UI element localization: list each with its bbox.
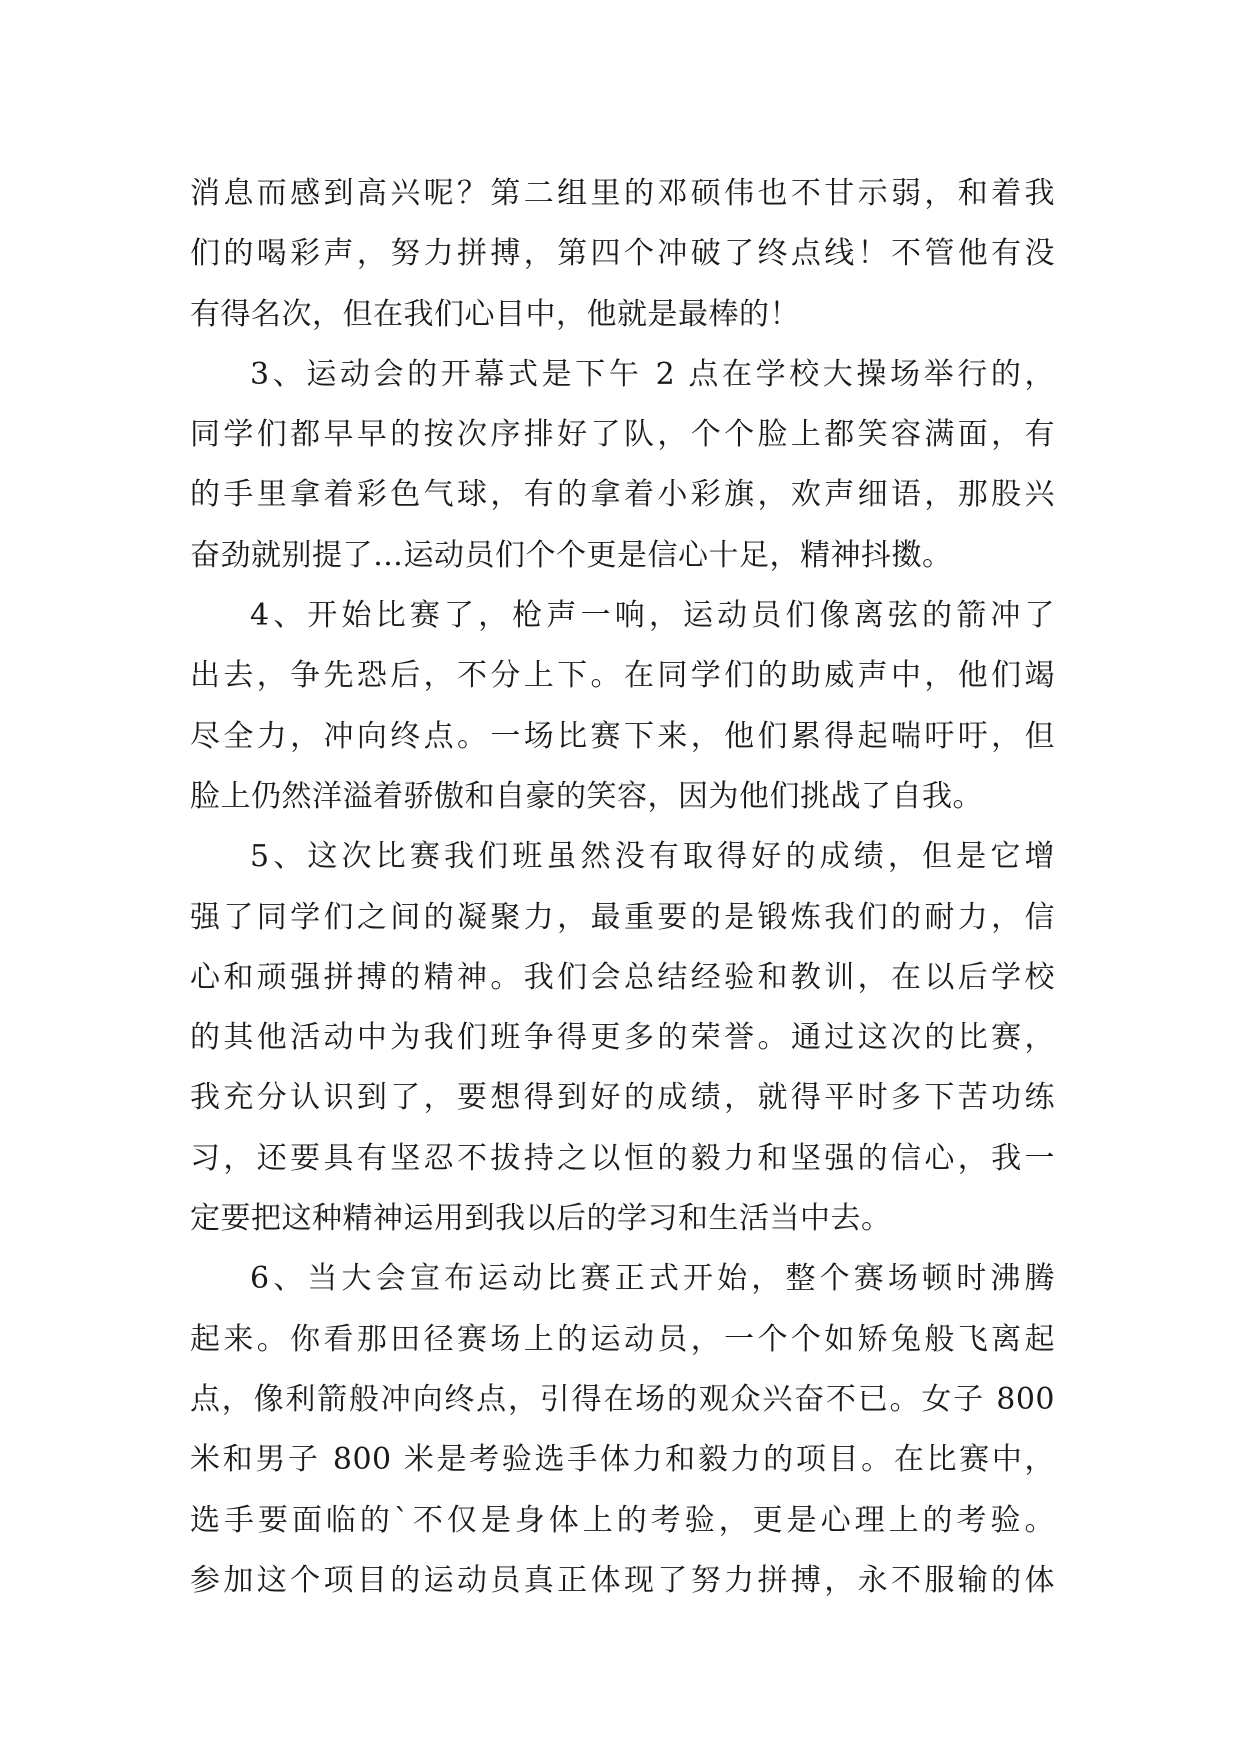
paragraph-start-line: 5、这次比赛我们班虽然没有取得好的成绩，但是它增 <box>250 839 1055 875</box>
text-line: 出去，争先恐后，不分上下。在同学们的助威声中，他们竭 <box>190 658 1055 694</box>
text-line: 同学们都早早的按次序排好了队，个个脸上都笑容满面，有 <box>190 417 1055 453</box>
document-body <box>190 164 1055 1611</box>
text-line: 起来。你看那田径赛场上的运动员，一个个如矫兔般飞离起 <box>190 1321 1055 1357</box>
text-line: 的手里拿着彩色气球，有的拿着小彩旗，欢声细语，那股兴 <box>190 477 1055 513</box>
text-line: 习，还要具有坚忍不拔持之以恒的毅力和坚强的信心，我一 <box>190 1140 1055 1176</box>
text-line: 参加这个项目的运动员真正体现了努力拼搏，永不服输的体 <box>190 1562 1055 1598</box>
text-line: 尽全力，冲向终点。一场比赛下来，他们累得起喘吁吁，但 <box>190 718 1055 754</box>
text-line: 们的喝彩声，努力拼搏，第四个冲破了终点线！不管他有没 <box>190 236 1055 272</box>
text-line: 奋劲就别提了…运动员们个个更是信心十足，精神抖擞。 <box>190 537 953 573</box>
text-line: 强了同学们之间的凝聚力，最重要的是锻炼我们的耐力，信 <box>190 899 1055 935</box>
text-line: 米和男子 800 米是考验选手体力和毅力的项目。在比赛中， <box>190 1442 1055 1478</box>
text-line: 点，像利箭般冲向终点，引得在场的观众兴奋不已。女子 800 <box>190 1381 1055 1417</box>
text-line: 有得名次，但在我们心目中，他就是最棒的！ <box>190 296 800 332</box>
paragraph-start-line: 6、当大会宣布运动比赛正式开始，整个赛场顿时沸腾 <box>250 1261 1055 1297</box>
text-line: 我充分认识到了，要想得到好的成绩，就得平时多下苦功练 <box>190 1080 1055 1116</box>
text-line: 脸上仍然洋溢着骄傲和自豪的笑容，因为他们挑战了自我。 <box>190 778 983 814</box>
text-line: 消息而感到高兴呢？第二组里的邓硕伟也不甘示弱，和着我 <box>190 176 1055 211</box>
text-line: 的其他活动中为我们班争得更多的荣誉。通过这次的比赛， <box>190 1020 1055 1056</box>
text-line: 心和顽强拼搏的精神。我们会总结经验和教训，在以后学校 <box>190 959 1055 995</box>
paragraph-start-line: 3、运动会的开幕式是下午 2 点在学校大操场举行的， <box>250 356 1055 392</box>
text-line: 选手要面临的`不仅是身体上的考验，更是心理上的考验。 <box>190 1502 1055 1538</box>
paragraph-start-line: 4、开始比赛了，枪声一响，运动员们像离弦的箭冲了 <box>250 598 1055 634</box>
text-line: 定要把这种精神运用到我以后的学习和生活当中去。 <box>190 1201 892 1237</box>
